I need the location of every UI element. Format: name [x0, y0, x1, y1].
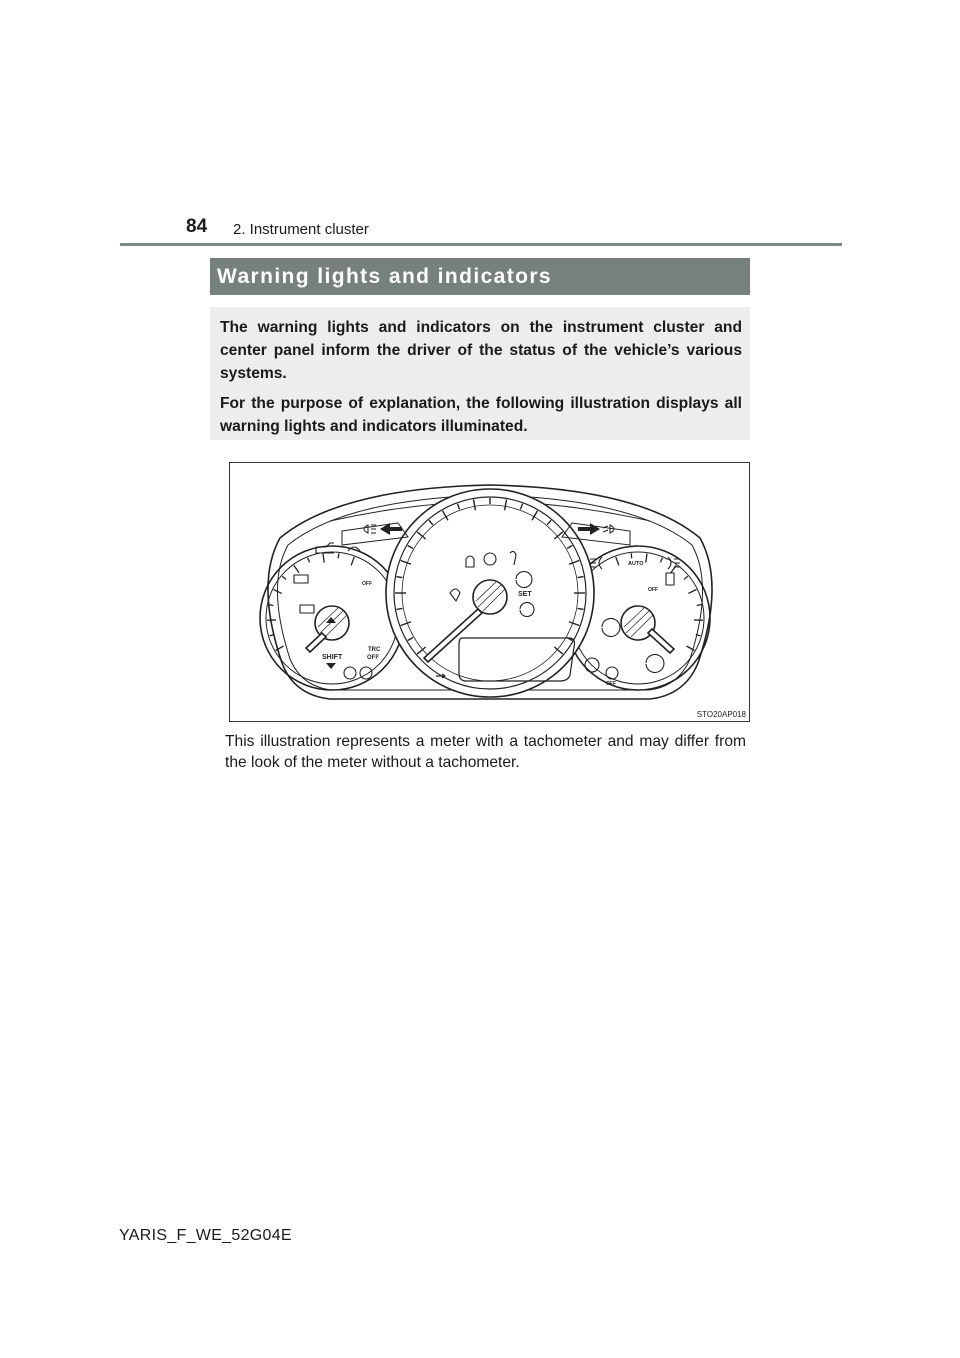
- left-gauge-tick: [338, 553, 339, 558]
- intro-paragraph-1: The warning lights and indicators on the instrument cluster and center panel inform the driver of the status of the vehicle’s various systems.: [220, 319, 742, 382]
- esp-off-label: OFF: [362, 581, 372, 587]
- page-number: 84: [186, 216, 208, 237]
- left-turn-housing: [342, 523, 408, 545]
- intro-paragraph-2: For the purpose of explanation, the following illustration displays all warning lights and indicators illuminated.: [220, 395, 742, 435]
- right-gauge-tick: [660, 558, 662, 563]
- lane-off-label: OFF: [648, 587, 658, 593]
- left-needle: [306, 633, 326, 652]
- document-code: YARIS_F_WE_52G04E: [119, 1227, 292, 1244]
- trc-label: TRC: [368, 647, 381, 653]
- right-gauge-tick: [684, 576, 688, 579]
- right-gauge-tick: [631, 553, 632, 558]
- rear-fog-icon: [668, 557, 680, 569]
- right-turn-arrow-icon: [578, 523, 600, 535]
- shift-down-icon: [326, 663, 336, 669]
- tire-pressure-icon: [646, 655, 664, 673]
- left-gauge-tick: [282, 576, 286, 579]
- set-label: SET: [518, 591, 532, 598]
- trc-off-label: OFF: [367, 655, 379, 661]
- fog-light-icon: [590, 557, 602, 569]
- figure-caption: This illustration represents a meter with a tachometer and may differ from the look of the meter without a tachometer.: [225, 733, 746, 771]
- left-gauge-tick: [323, 554, 324, 563]
- fuel-icon: [666, 573, 674, 585]
- instrument-cluster-illustration: [230, 463, 749, 721]
- section-title: 2. Instrument cluster: [233, 221, 369, 238]
- left-gauge-tick: [351, 557, 354, 565]
- battery-icon: [300, 605, 314, 613]
- page-heading: Warning lights and indicators: [210, 258, 750, 295]
- left-gauge-tick: [308, 558, 310, 563]
- abs-icon: [602, 619, 620, 637]
- right-gauge-tick: [697, 604, 702, 605]
- shift-label: SHIFT: [322, 654, 343, 661]
- right-needle: [648, 629, 674, 653]
- right-gauge-tick: [646, 554, 647, 563]
- auto-hold-off-label: OFF: [606, 681, 616, 687]
- left-gauge-tick: [294, 565, 299, 572]
- right-gauge-tick: [616, 557, 619, 565]
- stop-start-icon: [606, 667, 618, 679]
- figure-code: STO20AP018: [696, 710, 746, 719]
- instrument-cluster-figure: [229, 462, 750, 722]
- auto-label: AUTO: [628, 561, 644, 567]
- header-divider: [120, 243, 842, 246]
- engine-icon: [294, 575, 308, 583]
- intro-box: [210, 307, 750, 440]
- right-gauge-tick: [688, 590, 696, 594]
